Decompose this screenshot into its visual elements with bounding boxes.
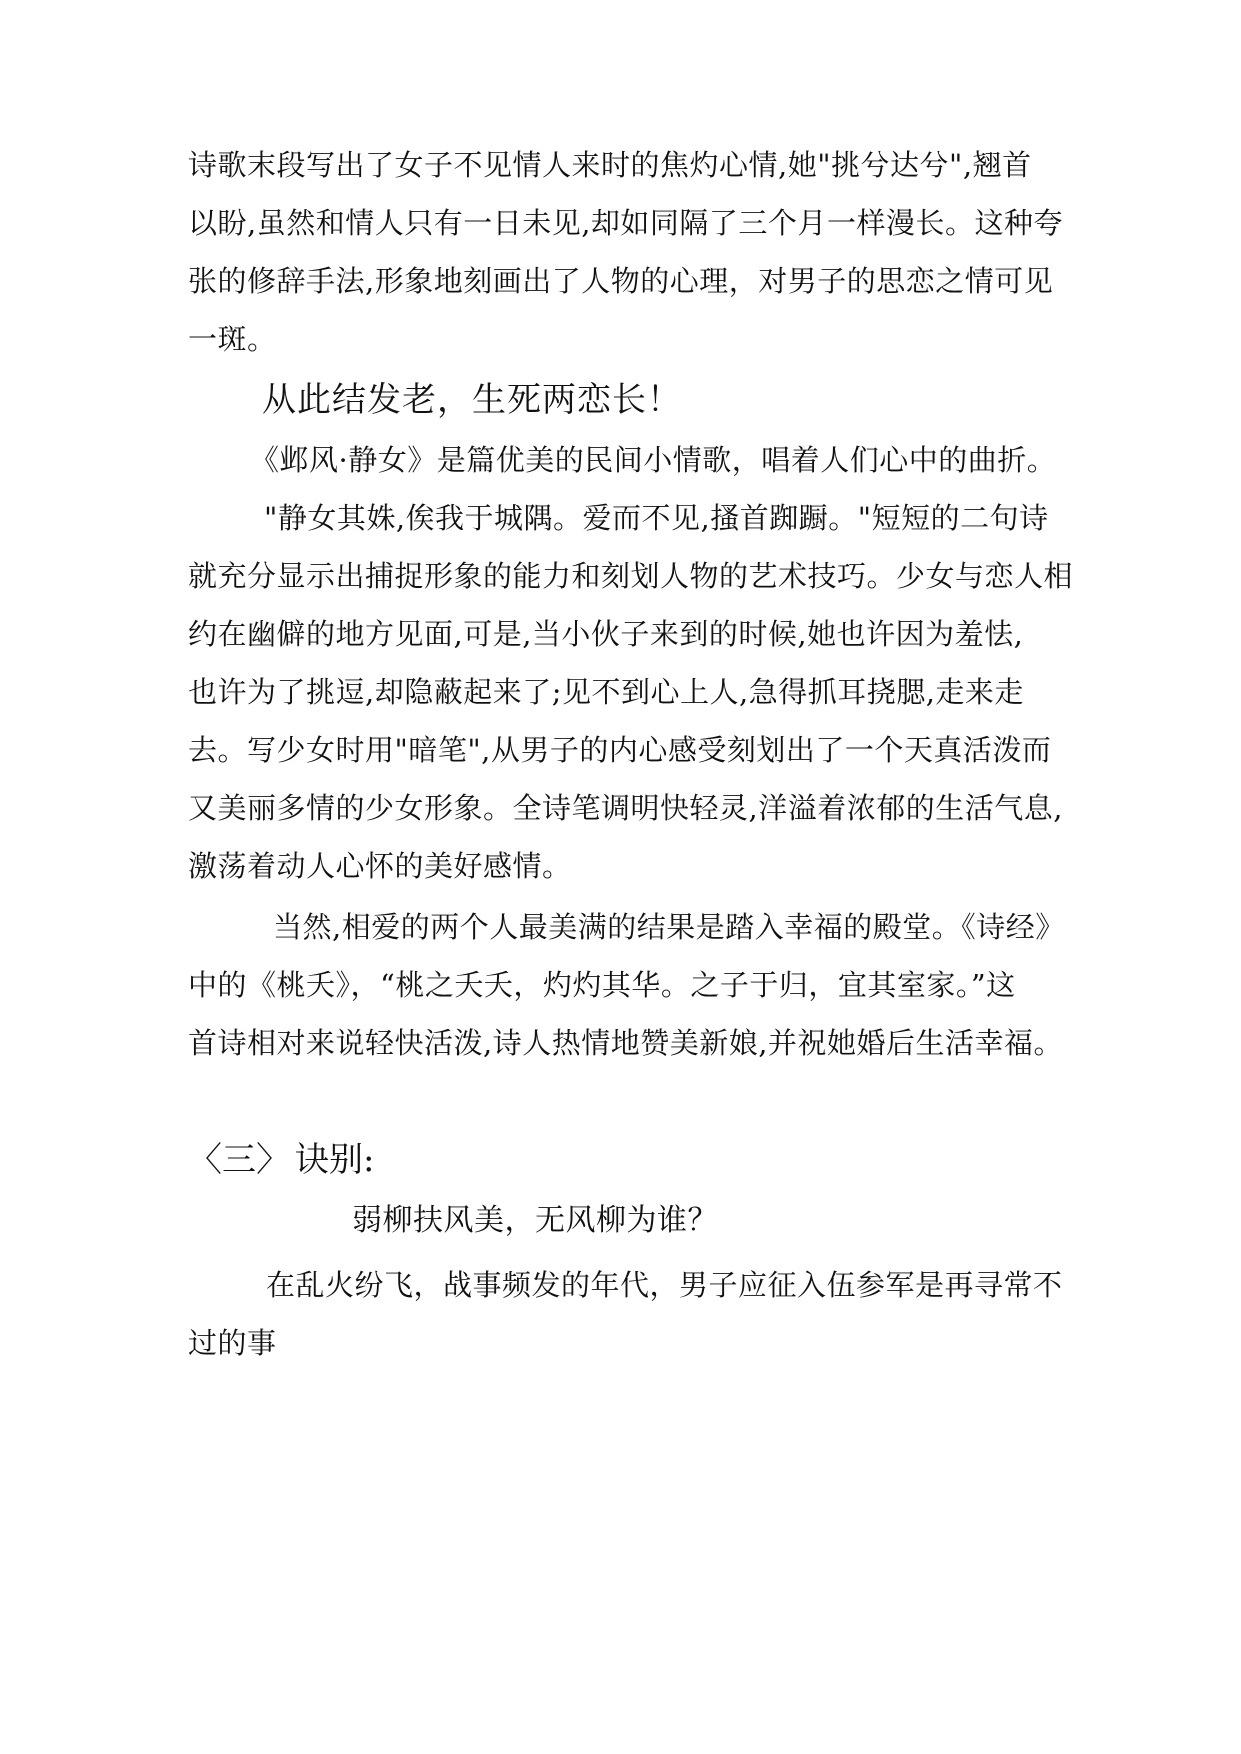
section-3-marker: 〈三〉	[188, 1140, 290, 1180]
heading-1: 从此结发老，生死两恋长！	[262, 380, 682, 420]
paragraph-4-line-3: 首诗相对来说轻快活泼,诗人热情地赞美新娘,并祝她婚后生活幸福。	[188, 1026, 1063, 1060]
paragraph-3-line-3: 约在幽僻的地方见面,可是,当小伙子来到的时候,她也许因为羞怯,	[188, 617, 1024, 651]
subheading-1: 弱柳扶风美，无风柳为谁？	[352, 1203, 718, 1238]
paragraph-3-line-6: 又美丽多情的少女形象。全诗笔调明快轻灵,洋溢着浓郁的生活气息,	[188, 791, 1063, 825]
paragraph-1-line-1: 诗歌末段写出了女子不见情人来时的焦灼心情,她"挑兮达兮",翘首	[188, 148, 1032, 182]
paragraph-2-line-1: 《邺风·静女》是篇优美的民间小情歌，唱着人们心中的曲折。	[250, 443, 1057, 477]
paragraph-5-line-1: 在乱火纷飞，战事频发的年代，男子应征入伍参军是再寻常不	[266, 1268, 1063, 1302]
paragraph-3-line-2: 就充分显示出捕捉形象的能力和刻划人物的艺术技巧。少女与恋人相	[188, 559, 1074, 593]
paragraph-5-line-2: 过的事	[188, 1326, 277, 1360]
section-3-title: 诀别:	[295, 1140, 375, 1180]
paragraph-1-line-4: 一斑。	[188, 322, 277, 356]
paragraph-1-line-3: 张的修辞手法,形象地刻画出了人物的心理，对男子的思恋之情可见	[188, 264, 1054, 298]
paragraph-4-line-2: 中的《桃夭》，“桃之夭夭，灼灼其华。之子于归，宜其室家。”这	[188, 968, 1016, 1002]
paragraph-3-line-1: "静女其姝,俟我于城隅。爱而不见,搔首踟蹰。"短短的二句诗	[264, 501, 1049, 535]
paragraph-3-line-4: 也许为了挑逗,却隐蔽起来了;见不到心上人,急得抓耳挠腮,走来走	[188, 675, 1024, 709]
paragraph-4-line-1: 当然,相爱的两个人最美满的结果是踏入幸福的殿堂。《诗经》	[273, 910, 1065, 944]
paragraph-3-line-5: 去。写少女时用"暗笔",从男子的内心感受刻划出了一个天真活泼而	[188, 733, 1052, 767]
paragraph-1-line-2: 以盼,虽然和情人只有一日未见,却如同隔了三个月一样漫长。这种夸	[188, 206, 1063, 240]
paragraph-3-line-7: 激荡着动人心怀的美好感情。	[188, 849, 572, 883]
